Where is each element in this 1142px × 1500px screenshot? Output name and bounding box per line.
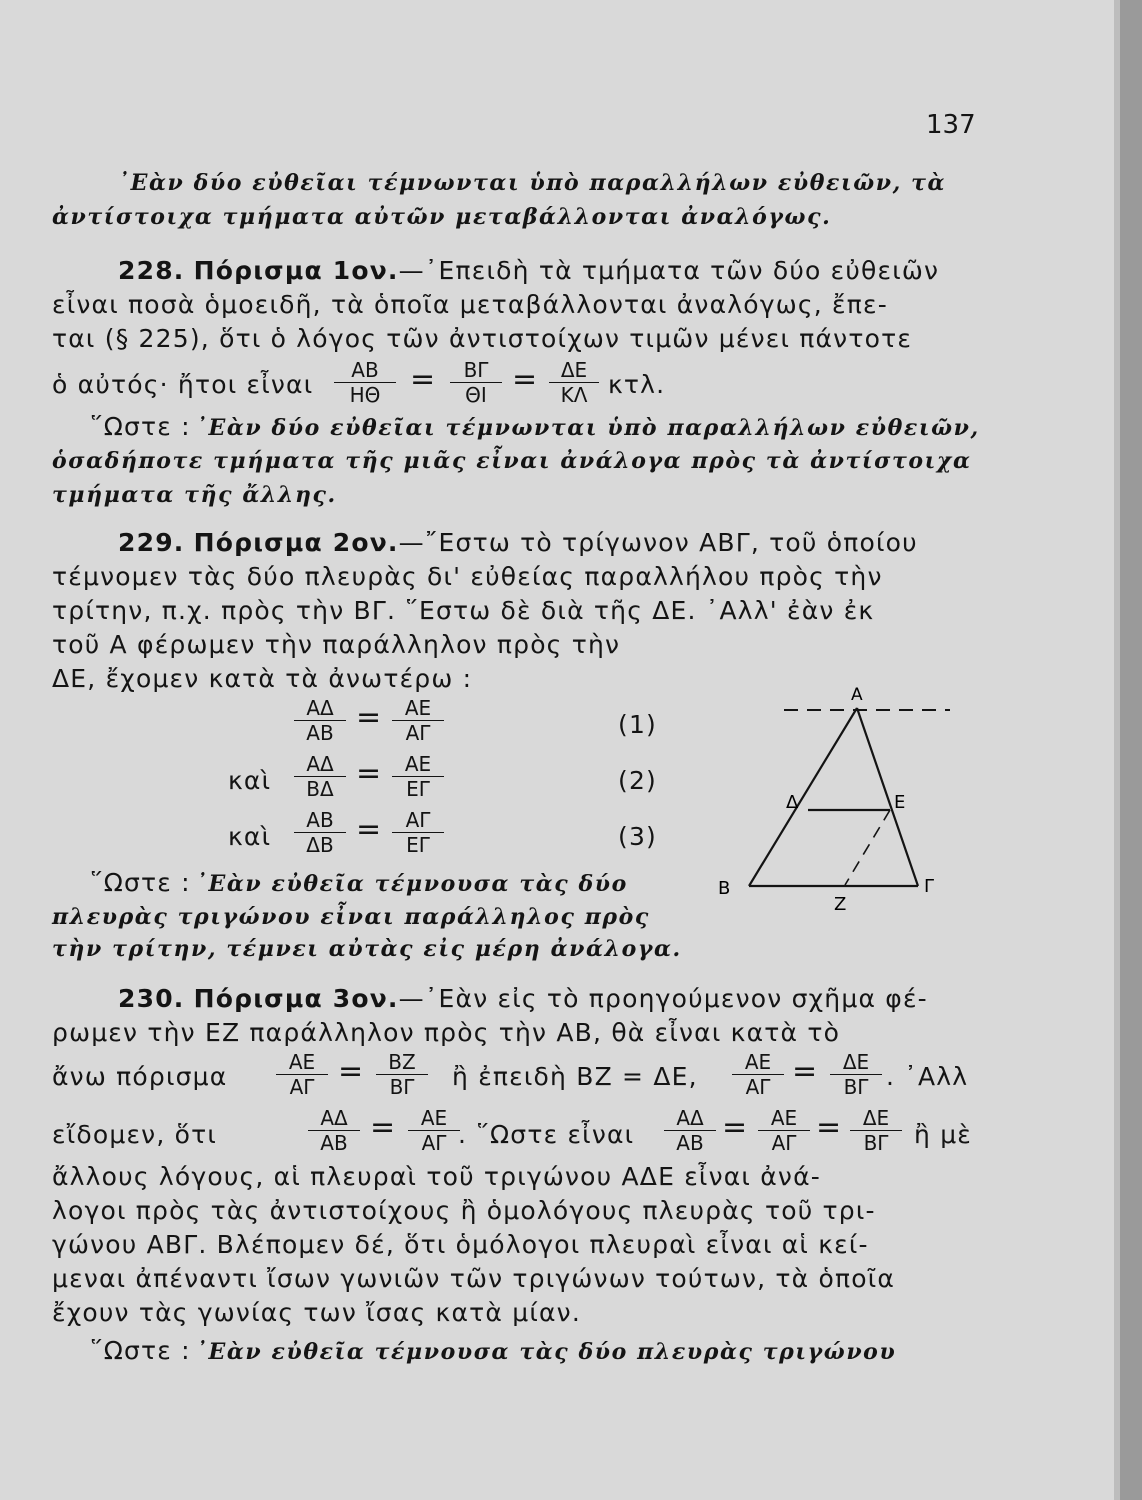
section-title: Πόρισμα 2ον. bbox=[193, 528, 399, 557]
section-229-line-1 bbox=[118, 528, 918, 557]
denominator: ΑΒ bbox=[320, 1131, 348, 1155]
eq3-left-fraction bbox=[292, 808, 348, 857]
section-230-line-7: γώνου ΑΒΓ. Βλέπομεν δέ, ὅτι ὁμόλογοι πλευραὶ εἶναι αἱ κεί- bbox=[52, 1230, 869, 1259]
eq2-left-fraction bbox=[292, 752, 348, 801]
section-230-line-4-post: ἢ μὲ bbox=[914, 1120, 973, 1149]
section-title: Πόρισμα 1ον. bbox=[193, 256, 399, 285]
equals-sign: = bbox=[722, 1110, 748, 1145]
page-edge bbox=[1120, 0, 1142, 1500]
page-number: 137 bbox=[926, 110, 976, 140]
segment-ez bbox=[845, 810, 890, 885]
conclusion-lead: ῞Ωστε : bbox=[90, 1336, 191, 1365]
denominator: ΑΓ bbox=[421, 1131, 447, 1155]
line-text: —᾿Εὰν εἰς τὸ προηγούμενον σχῆμα φέ- bbox=[398, 984, 928, 1013]
equals-sign: = bbox=[356, 812, 382, 847]
section-230-line-3-mid: ἢ ἐπειδὴ ΒΖ = ΔΕ, bbox=[452, 1062, 698, 1091]
line-text: —῎Εστω τὸ τρίγωνον ΑΒΓ, τοῦ ὁποίου bbox=[398, 528, 918, 557]
section-229-line-2: τέμνομεν τὰς δύο πλευρὰς δι' εὐθείας παραλλήλου πρὸς τὴν bbox=[52, 562, 883, 591]
eq1-tag: (1) bbox=[618, 710, 658, 739]
label-d: Δ bbox=[786, 792, 799, 813]
denominator: ΑΒ bbox=[306, 721, 334, 745]
conclusion-text: ᾿Εὰν δύο εὐθεῖαι τέμνωνται ὑπὸ παραλλήλων εὐθειῶν, bbox=[195, 415, 980, 441]
equals-sign: = bbox=[370, 1110, 396, 1145]
section-229-line-5: ΔΕ, ἔχομεν κατὰ τὰ ἀνωτέρω : bbox=[52, 664, 473, 693]
section-229-line-4: τοῦ Α φέρωμεν τὴν παράλληλον πρὸς τὴν bbox=[52, 630, 621, 659]
section-228-conclusion-2: ὁσαδήποτε τμήματα τῆς μιᾶς εἶναι ἀνάλογα πρὸς τὰ ἀντίστοιχα bbox=[52, 448, 972, 474]
triangle-figure bbox=[700, 680, 960, 920]
equals-sign: = bbox=[356, 700, 382, 735]
denominator: ΑΓ bbox=[289, 1075, 315, 1099]
theorem-line-2: ἀντίστοιχα τμήματα αὐτῶν μεταβάλλονται ἀναλόγως. bbox=[52, 204, 832, 230]
denominator: ΗΘ bbox=[349, 383, 381, 407]
section-229-conclusion-2: πλευρὰς τριγώνου εἶναι παράλληλος πρὸς bbox=[52, 904, 650, 930]
section-228-line-1 bbox=[118, 256, 939, 285]
side-ab bbox=[749, 708, 857, 886]
equals-sign: = bbox=[410, 362, 436, 397]
theorem-line-1: ᾿Εὰν δύο εὐθεῖαι τέμνωνται ὑπὸ παραλλήλων εὐθειῶν, τὰ bbox=[118, 170, 947, 196]
fraction-ae-ag bbox=[274, 1050, 330, 1099]
eq2-right-fraction bbox=[390, 752, 446, 801]
numerator: ΔΕ bbox=[862, 1106, 890, 1130]
section-230-line-8: μεναι ἀπέναντι ἴσων γωνιῶν τῶν τριγώνων τούτων, τὰ ὁποῖα bbox=[52, 1264, 896, 1293]
section-228-line-3: ται (§ 225), ὅτι ὁ λόγος τῶν ἀντιστοίχων τιμῶν μένει πάντοτε bbox=[52, 324, 913, 353]
section-228-conclusion-3: τμήματα τῆς ἄλλης. bbox=[52, 482, 337, 508]
side-ag bbox=[857, 708, 918, 886]
section-228-conclusion-1 bbox=[90, 412, 980, 441]
section-228-line-4-post: κτλ. bbox=[608, 370, 666, 399]
section-number: 230. bbox=[118, 984, 185, 1013]
numerator: ΑΔ bbox=[320, 1106, 348, 1130]
denominator: ΑΒ bbox=[676, 1131, 704, 1155]
section-230-line-1 bbox=[118, 984, 928, 1013]
fraction-de-kl bbox=[546, 358, 602, 407]
denominator: ΘΙ bbox=[465, 383, 487, 407]
eq2-tag: (2) bbox=[618, 766, 658, 795]
numerator: ΑΒ bbox=[351, 358, 379, 382]
fraction-ab-htheta bbox=[330, 358, 400, 407]
denominator: ΑΓ bbox=[405, 721, 431, 745]
numerator: ΑΔ bbox=[676, 1106, 704, 1130]
section-229-conclusion-3: τὴν τρίτην, τέμνει αὐτὰς εἰς μέρη ἀνάλογα. bbox=[52, 936, 682, 962]
numerator: ΔΕ bbox=[842, 1050, 870, 1074]
fraction-de-bg-2 bbox=[848, 1106, 904, 1155]
section-230-line-3-post: . ᾿Αλλ bbox=[886, 1062, 969, 1091]
fraction-ae-ag-4 bbox=[756, 1106, 812, 1155]
conclusion-lead: ῞Ωστε : bbox=[90, 868, 191, 897]
denominator: ΒΓ bbox=[843, 1075, 869, 1099]
equals-sign: = bbox=[338, 1054, 364, 1089]
section-230-line-4-pre: εἴδομεν, ὅτι bbox=[52, 1120, 218, 1149]
numerator: ΑΕ bbox=[770, 1106, 798, 1130]
denominator: ΑΓ bbox=[771, 1131, 797, 1155]
numerator: ΑΕ bbox=[420, 1106, 448, 1130]
section-229-line-3: τρίτην, π.χ. πρὸς τὴν ΒΓ. ῞Εστω δὲ διὰ τῆς ΔΕ. ᾿Αλλ' ἐὰν ἐκ bbox=[52, 596, 875, 625]
section-230-line-4-mid: . ῞Ωστε εἶναι bbox=[458, 1120, 635, 1149]
section-230-line-3-pre: ἄνω πόρισμα bbox=[52, 1062, 228, 1091]
numerator: ΑΓ bbox=[405, 808, 431, 832]
numerator: ΑΕ bbox=[288, 1050, 316, 1074]
denominator: ΔΒ bbox=[306, 833, 334, 857]
section-229-conclusion-1 bbox=[90, 868, 628, 897]
section-228-line-2: εἶναι ποσὰ ὁμοειδῆ, τὰ ὁποῖα μεταβάλλονται ἀναλόγως, ἔπε- bbox=[52, 290, 888, 319]
equals-sign: = bbox=[792, 1054, 818, 1089]
numerator: ΑΔ bbox=[306, 752, 334, 776]
conclusion-text: ᾿Εὰν εὐθεῖα τέμνουσα τὰς δύο bbox=[195, 871, 628, 897]
kai-word: καὶ bbox=[228, 766, 272, 795]
fraction-bg-thetai bbox=[446, 358, 506, 407]
denominator: ΒΓ bbox=[863, 1131, 889, 1155]
denominator: ΒΓ bbox=[389, 1075, 415, 1099]
denominator: ΚΛ bbox=[560, 383, 588, 407]
eq3-right-fraction bbox=[390, 808, 446, 857]
equals-sign: = bbox=[356, 756, 382, 791]
section-230-line-9: ἔχουν τὰς γωνίας των ἴσας κατὰ μίαν. bbox=[52, 1298, 581, 1327]
denominator: ΑΓ bbox=[745, 1075, 771, 1099]
label-g: Γ bbox=[924, 876, 935, 897]
numerator: ΔΕ bbox=[560, 358, 588, 382]
section-number: 228. bbox=[118, 256, 185, 285]
section-230-line-2: ρωμεν τὴν ΕΖ παράλληλον πρὸς τὴν ΑΒ, θὰ εἶναι κατὰ τὸ bbox=[52, 1018, 841, 1047]
denominator: ΕΓ bbox=[406, 777, 430, 801]
numerator: ΑΕ bbox=[744, 1050, 772, 1074]
fraction-bz-bg bbox=[374, 1050, 430, 1099]
numerator: ΑΕ bbox=[404, 696, 432, 720]
eq3-tag: (3) bbox=[618, 822, 658, 851]
label-e: Ε bbox=[894, 792, 906, 813]
label-b: Β bbox=[718, 878, 731, 899]
numerator: ΒΓ bbox=[463, 358, 489, 382]
section-228-line-4-pre: ὁ αὐτός· ἤτοι εἶναι bbox=[52, 370, 314, 399]
conclusion-lead: ῞Ωστε : bbox=[90, 412, 191, 441]
kai-word: καὶ bbox=[228, 822, 272, 851]
numerator: ΒΖ bbox=[388, 1050, 416, 1074]
denominator: ΒΔ bbox=[306, 777, 334, 801]
section-title: Πόρισμα 3ον. bbox=[193, 984, 399, 1013]
label-a: Α bbox=[851, 685, 863, 705]
denominator: ΕΓ bbox=[406, 833, 430, 857]
line-text: —᾿Επειδὴ τὰ τμήματα τῶν δύο εὐθειῶν bbox=[398, 256, 940, 285]
fraction-ae-ag-3 bbox=[406, 1106, 462, 1155]
numerator: ΑΒ bbox=[306, 808, 334, 832]
fraction-ae-ag-2 bbox=[730, 1050, 786, 1099]
section-230-conclusion-1 bbox=[90, 1336, 896, 1365]
page-edge-inner bbox=[1114, 0, 1120, 1500]
fraction-ad-ab bbox=[306, 1106, 362, 1155]
equals-sign: = bbox=[512, 362, 538, 397]
label-z: Ζ bbox=[834, 894, 847, 915]
section-number: 229. bbox=[118, 528, 185, 557]
numerator: ΑΕ bbox=[404, 752, 432, 776]
equals-sign: = bbox=[816, 1110, 842, 1145]
fraction-de-bg bbox=[828, 1050, 884, 1099]
eq1-right-fraction bbox=[390, 696, 446, 745]
eq1-left-fraction bbox=[292, 696, 348, 745]
section-230-line-6: λογοι πρὸς τὰς ἀντιστοίχους ἢ ὁμολόγους πλευρὰς τοῦ τρι- bbox=[52, 1196, 876, 1225]
fraction-ad-ab-2 bbox=[662, 1106, 718, 1155]
section-230-line-5: ἄλλους λόγους, αἱ πλευραὶ τοῦ τριγώνου ΑΔΕ εἶναι ἀνά- bbox=[52, 1162, 821, 1191]
conclusion-text: ᾿Εὰν εὐθεῖα τέμνουσα τὰς δύο πλευρὰς τριγώνου bbox=[195, 1339, 897, 1365]
numerator: ΑΔ bbox=[306, 696, 334, 720]
